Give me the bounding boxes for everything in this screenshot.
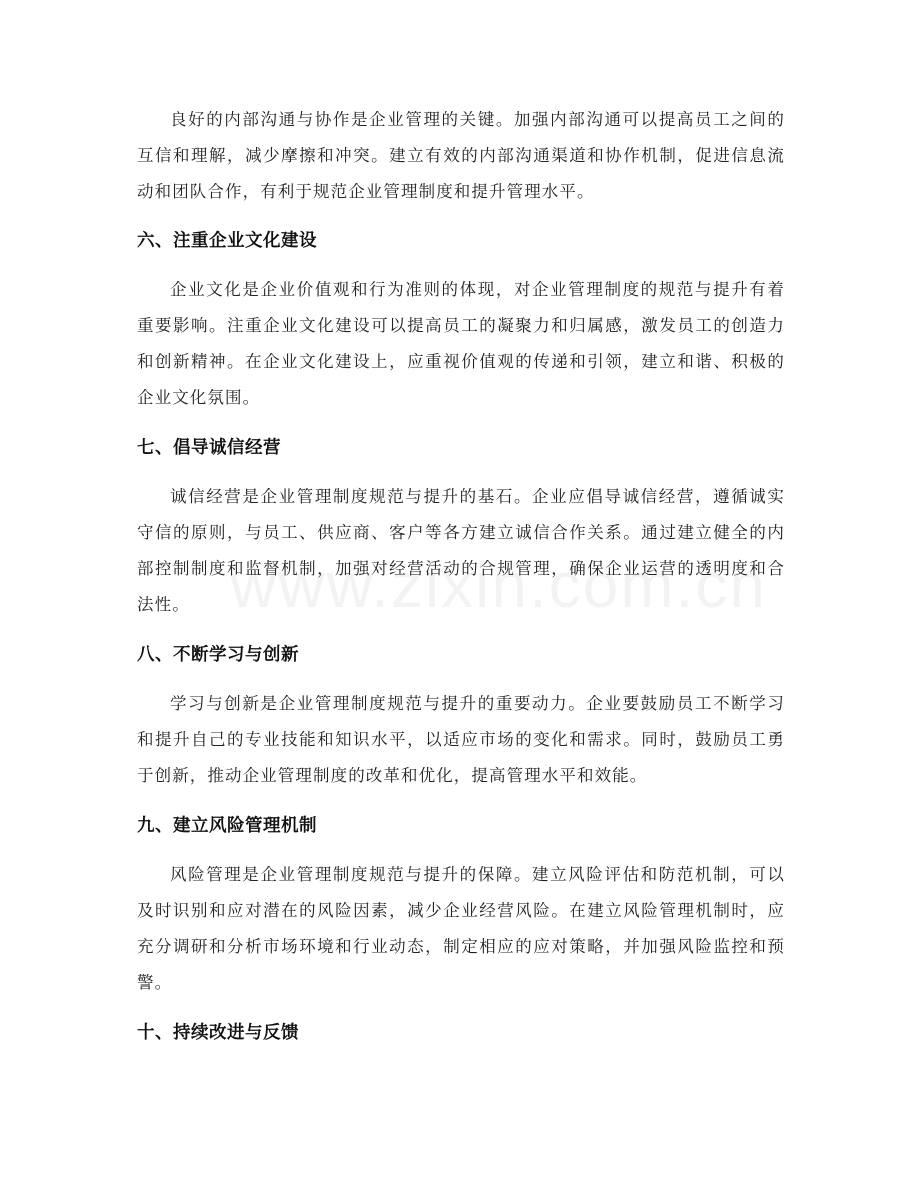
heading-section-10: 十、持续改进与反馈: [137, 1023, 299, 1043]
document-body: [137, 102, 785, 1049]
paragraph-section-8: 学习与创新是企业管理制度规范与提升的重要动力。企业要鼓励员工不断学习和提升自己的专业技能和知识水平，以适应市场的变化和需求。同时，鼓励员工勇于创新，推动企业管理制度的改革和优化，提高管理水平和效能。: [137, 694, 785, 785]
heading-section-7: 七、倡导诚信经营: [137, 438, 281, 458]
paragraph-section-9: 风险管理是企业管理制度规范与提升的保障。建立风险评估和防范机制，可以及时识别和应对潜在的风险因素，减少企业经营风险。在建立风险管理机制时，应充分调研和分析市场环境和行业动态，制定相应的应对策略，并加强风险监控和预警。: [137, 865, 785, 992]
paragraph-section-7: 诚信经营是企业管理制度规范与提升的基石。企业应倡导诚信经营，遵循诚实守信的原则，与员工、供应商、客户等各方建立诚信合作关系。通过建立健全的内部控制制度和监督机制，加强对经营活动的合规管理，确保企业运营的透明度和合法性。: [137, 487, 785, 614]
heading-section-9: 九、建立风险管理机制: [137, 816, 317, 836]
heading-section-6: 六、注重企业文化建设: [137, 231, 317, 251]
heading-section-8: 八、不断学习与创新: [137, 645, 299, 665]
paragraph-communication: 良好的内部沟通与协作是企业管理的关键。加强内部沟通可以提高员工之间的互信和理解，减少摩擦和冲突。建立有效的内部沟通渠道和协作机制，促进信息流动和团队合作，有利于规范企业管理制度和提升管理水平。: [137, 110, 785, 201]
paragraph-section-6: 企业文化是企业价值观和行为准则的体现，对企业管理制度的规范与提升有着重要影响。注重企业文化建设可以提高员工的凝聚力和归属感，激发员工的创造力和创新精神。在企业文化建设上，应重视价值观的传递和引领，建立和谐、积极的企业文化氛围。: [137, 280, 785, 407]
